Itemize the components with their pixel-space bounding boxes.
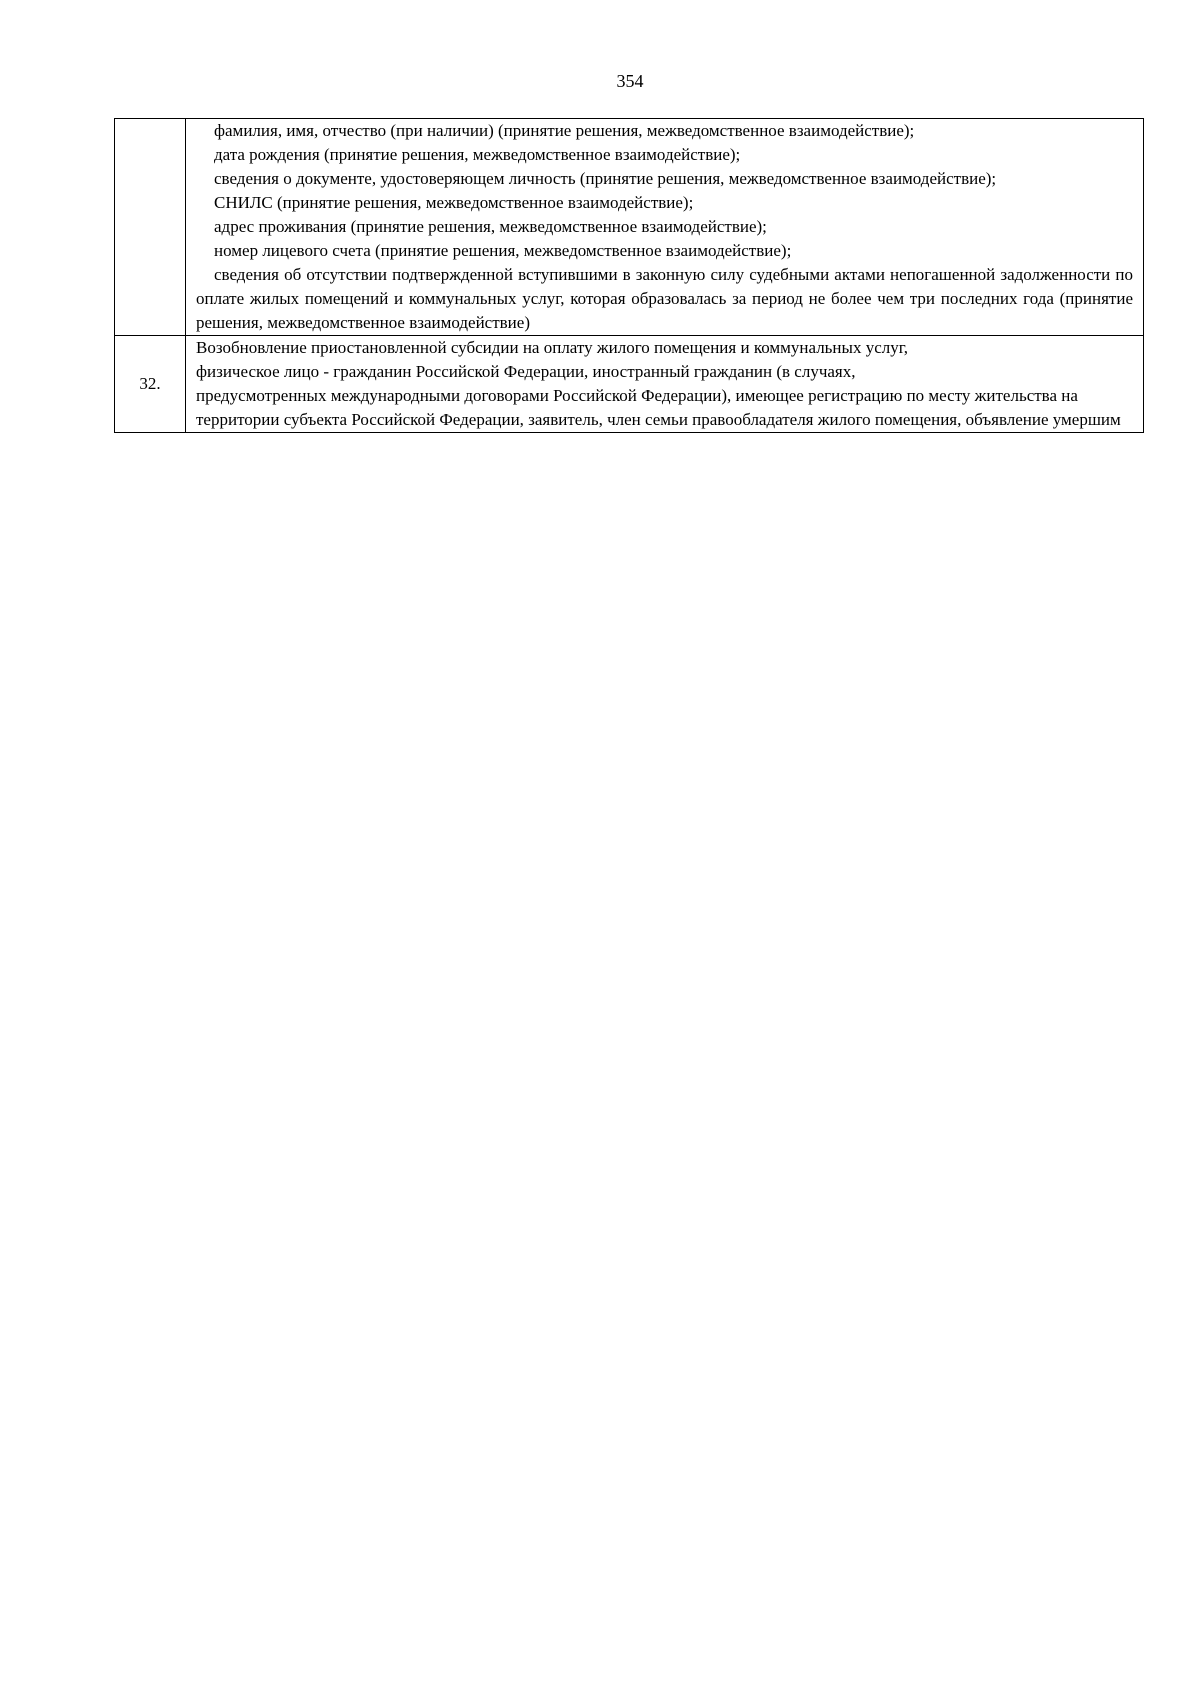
list-item: сведения о документе, удостоверяющем личность (принятие решения, межведомственное взаимодействие); xyxy=(214,169,997,188)
list-item: дата рождения (принятие решения, межведомственное взаимодействие); xyxy=(214,145,741,164)
table-row xyxy=(115,336,1144,433)
row-content-cell xyxy=(186,119,1144,336)
table-row xyxy=(115,119,1144,336)
row-content-cell xyxy=(186,336,1144,433)
list-item: фамилия, имя, отчество (при наличии) (принятие решения, межведомственное взаимодействие); xyxy=(214,121,915,140)
list-item: Возобновление приостановленной субсидии на оплату жилого помещения и коммунальных услуг, xyxy=(196,338,909,357)
page-number: 354 xyxy=(616,71,644,91)
document-table xyxy=(114,118,1144,433)
list-item: предусмотренных международными договорами Российской Федерации), имеющее регистрацию по месту жительства на территории субъекта Российской Федерации, заявитель, член семьи правообладателя жилого помещения, объявление умершим xyxy=(196,386,1121,429)
list-item: адрес проживания (принятие решения, межведомственное взаимодействие); xyxy=(214,217,767,236)
row-number-cell: 32. xyxy=(115,336,186,433)
list-item: СНИЛС (принятие решения, межведомственное взаимодействие); xyxy=(214,193,694,212)
row-number-cell xyxy=(115,119,186,336)
list-item: номер лицевого счета (принятие решения, межведомственное взаимодействие); xyxy=(214,241,792,260)
list-item: физическое лицо - гражданин Российской Федерации, иностранный гражданин (в случаях, xyxy=(196,362,856,381)
list-item: сведения об отсутствии подтвержденной вступившими в законную силу судебными актами непогашенной задолженности по оплате жилых помещений и коммунальных услуг, которая образовалась за период не более чем три последних года (принятие решения, межведомственное взаимодействие) xyxy=(196,265,1133,332)
